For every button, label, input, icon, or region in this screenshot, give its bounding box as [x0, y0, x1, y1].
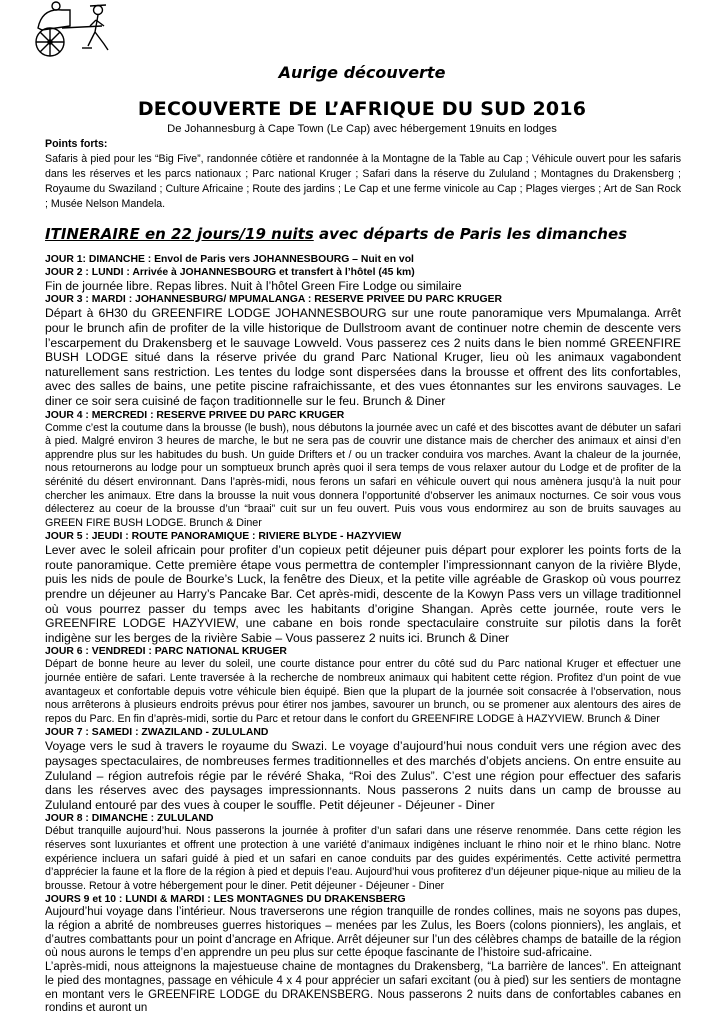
day-1-title: JOUR 1: DIMANCHE : Envol de Paris vers JOHANNESBOURG – Nuit en vol	[45, 253, 414, 265]
day-4-text: Comme c’est la coutume dans la brousse (le bush), nous débutons la journée avec un café et des biscottes avant de débuter un safari à pied. Malgré environ 3 heures de marche, le but ne sera pas de couvrir une distance mais de chercher des animaux et ainsi d’en apprendre plus sur les habitudes du bush. Un guide Drifters et / ou un tracker conduira vos marches. Avant la chaleur de la journée, nous retournerons au lodge pour un somptueux brunch après quoi il sera temps de vous relaxer autour du Lodge et de profiter de la sérénité du désert environnant. Dans l’après-midi, nous ferons un safari en véhicule ouvert qui nous amènera jusqu’à la nuit pour chercher les animaux. Etre dans la brousse la nuit vous donnera l’opportunité d’observer les animaux nocturnes. Ce soir vous vous délecterez au coeur de la brousse d’un “braai” cuit sur un feu ouvert. Puis vous vous endormirez au son de bruits sauvages au GREEN FIRE BUSH LODGE. Brunch & Diner	[45, 421, 681, 529]
brand-name: Aurige découverte	[278, 63, 446, 82]
day-5-text: Lever avec le soleil africain pour profiter d’un copieux petit déjeuner puis départ pour explorer les points forts de la route panoramique. Cette première étape vous permettra de contempler l’impressionnant canyon de la rivière Blyde, puis les nids de poule de Bourke’s Luck, la fenêtre des Dieux, et la petite ville agréable de Graskop où vous pourrez prendre un déjeuner au Harry’s Pancake Bar. Cet après-midi, descente de la Kowyn Pass vers un village traditionnel où vous pourrez passer du temps avec les habitants d’origine Shangan. Après cette journée, route vers le GREENFIRE LODGE HAZYVIEW, une cabane en bois ronde spectaculaire construite sur pilotis dans la forêt indigène sur les berges de la rivière Sabie – Vous passerez 2 nuits ici. Brunch & Diner	[45, 543, 681, 645]
day-5-title: JOUR 5 : JEUDI : ROUTE PANORAMIQUE : RIVIERE BLYDE - HAZYVIEW	[45, 531, 402, 543]
points-forts-label: Points forts:	[45, 138, 108, 150]
day-3-title: JOUR 3 : MARDI : JOHANNESBURG/ MPUMALANGA : RESERVE PRIVEE DU PARC KRUGER	[45, 294, 503, 306]
day-9-text-1: Aujourd’hui voyage dans l’intérieur. Nous traverserons une région tranquille de rondes collines, mais ne soyons pas dupes, la région a abrité de nombreuses guerres historiques – menées par les Zulus, les Boers (colons pionniers), les anglais, et d’autres combattants pour un point d’ancrage en Afrique. Arrêt déjeuner sur l’un des célèbres champs de bataille de la région où nous aurons le temps d’en apprendre un peu plus sur cette époque fascinante de l’histoire sud-africaine.	[45, 906, 681, 960]
day-8-text: Début tranquille aujourd’hui. Nous passerons la journée à profiter d’un safari dans une réserve renommée. Dans cette région les réserves sont luxuriantes et offrent une protection à une variété d’animaux indigènes incluant le rhino noir et le rhino blanc. Notre expérience incluera un safari guidé à pied et un safari en canoe conduits par des guides expérimentés. Cette activité permettra d’apprécier la faune et la flore de la région à pied et depuis l’eau. Aujourd’hui vous profiterez d’un déjeuner pique-nique au milieu de la brousse. Retour à votre hébergement pour le diner. Petit déjeuner - Déjeuner - Diner	[45, 825, 681, 892]
page-title: DECOUVERTE DE L’AFRIQUE DU SUD 2016	[137, 98, 587, 120]
day-4-title: JOUR 4 : MERCREDI : RESERVE PRIVEE DU PARC KRUGER	[45, 409, 345, 421]
day-6-title: JOUR 6 : VENDREDI : PARC NATIONAL KRUGER	[45, 646, 287, 658]
points-forts-text: Safaris à pied pour les “Big Five”, randonnée côtière et randonnée à la Montagne de la Table au Cap ; Véhicule ouvert pour les safaris dans les réserves et les parcs nationaux ; Parc national Kruger ; Safari dans la réserve du Zululand ; Montagnes du Drakensberg ; Royaume du Swaziland ; Culture Africaine ; Route des jardins ; Le Cap et une ferme vinicole au Cap ; Plages vierges ; Art de San Rock ; Musée Nelson Mandela.	[45, 152, 681, 211]
day-9-text-2: L’après-midi, nous atteignons la majestueuse chaine de montagnes du Drakensberg, “La barrière de lances”. En atteignant le pied des montagnes, passage en véhicule 4 x 4 pour apprécier un safari excitant (ou à pied) sur les sentiers de montagne en montant vers le GREENFIRE LODGE du DRAKENSBERG. Nous passerons 2 nuits dans de confortables cabanes en rondins et auront un	[45, 961, 681, 1015]
day-6-text: Départ de bonne heure au lever du soleil, une courte distance pour entrer du côté sud du Parc national Kruger et effectuer une journée entière de safari. Lente traversée à la recherche de nombreux animaux qui habitent cette région. Profitez d’un point de vue avantageux et confortable depuis votre véhicule bien équipé. Bien que la plupart de la journée soit consacrée à l’observation, nous nous arrêterons à plusieurs endroits prévus pour étirer nos jambes, savourer un brunch, ou se promener aux alentours des aires de repos du Parc. En fin d’après-midi, sortie du Parc et retour dans le confort du GREENFIRE LODGE à HAZYVIEW. Brunch & Diner	[45, 658, 681, 725]
day-2-title: JOUR 2 : LUNDI : Arrivée à JOHANNESBOURG et transfert à l’hôtel (45 km)	[45, 266, 415, 278]
document-body	[45, 138, 681, 1016]
day-9-title: JOURS 9 et 10 : LUNDI & MARDI : LES MONTAGNES DU DRAKENSBERG	[45, 894, 406, 906]
itinerary-heading-rest: avec départs de Paris les dimanches	[313, 224, 628, 243]
itinerary-heading-main: ITINERAIRE en 22 jours/19 nuits	[45, 224, 314, 243]
day-8-title: JOUR 8 : DIMANCHE : ZULULAND	[45, 813, 214, 825]
day-2-text: Fin de journée libre. Repas libres. Nuit à l’hôtel Green Fire Lodge ou similaire	[45, 278, 462, 293]
day-7-text: Voyage vers le sud à travers le royaume du Swazi. Le voyage d’aujourd’hui nous conduit vers une région avec des paysages spectaculaires, de nombreuses fermes traditionnelles et des marchés d’objets anciens. On entre ensuite au Zululand – région autrefois régie par le révéré Shaka, “Roi des Zulus”. C’est une région pour effectuer des safaris dans les réserves avec des paysages impressionnants. Nous passerons 2 nuits dans un camp de brousse au Zululand entouré par des vues à couper le souffle. Petit déjeuner - Déjeuner - Diner	[45, 739, 681, 812]
itinerary-heading	[45, 225, 681, 243]
page-subtitle: De Johannesburg à Cape Town (Le Cap) avec hébergement 19nuits en lodges	[167, 123, 557, 135]
rickshaw-logo	[32, 0, 124, 60]
day-3-text: Départ à 6H30 du GREENFIRE LODGE JOHANNESBOURG sur une route panoramique vers Mpumalanga. Arrêt pour le brunch afin de profiter de la ville historique de Dullstroom avant de continuer notre chemin de descente vers l’escarpement du Drakensberg et le sauvage Lowveld. Vous passerez ces 2 nuits dans le bien nommé GREENFIRE BUSH LODGE situé dans la réserve privée du grand Parc National Kruger, lieu où les animaux vagabondent naturellement sans restriction. Les tentes du lodge sont dispersées dans la brousse et offrent des lits confortables, avec des salles de bains, une petite piscine rafraichissante, et des vues étonnantes sur les environs sauvages. Le diner ce soir sera cuisiné de façon traditionnelle sur le feu. Brunch & Diner	[45, 306, 681, 408]
day-7-title: JOUR 7 : SAMEDI : ZWAZILAND - ZULULAND	[45, 727, 269, 739]
